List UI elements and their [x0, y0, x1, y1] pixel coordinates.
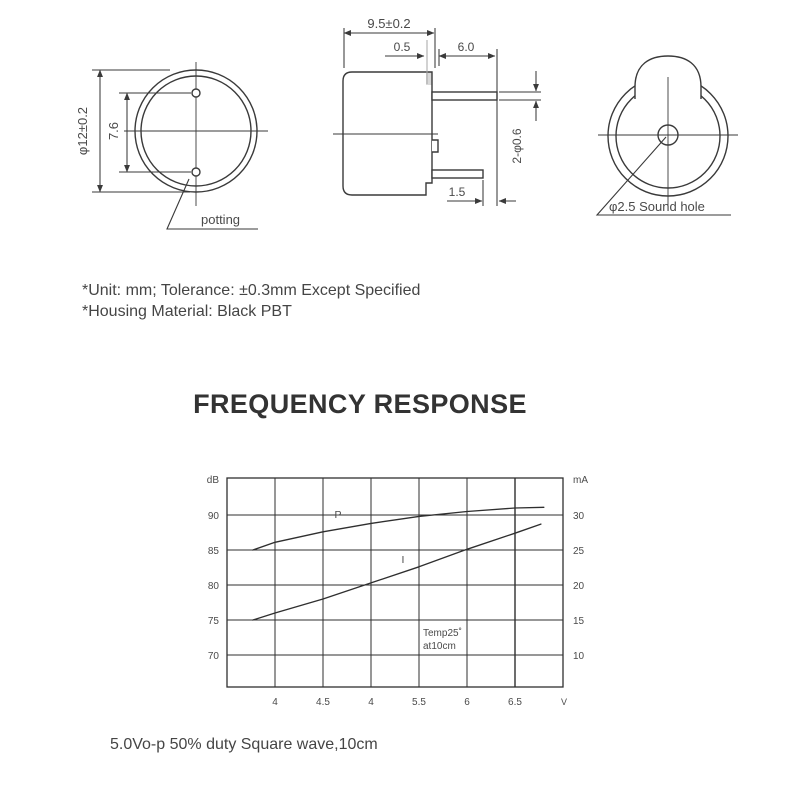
dim-label-lead-offset: 0.5: [393, 40, 411, 54]
dim-label-body-width: 9.5±0.2: [367, 16, 411, 31]
potting-label: potting: [201, 212, 241, 227]
side-pin-lower: [432, 170, 483, 178]
dim-label-pin-length: 6.0: [457, 40, 475, 54]
front-view-drawing: [75, 62, 268, 229]
section-title: FREQUENCY RESPONSE: [193, 389, 527, 419]
left-tick: 85: [207, 546, 219, 557]
right-tick: 20: [573, 581, 585, 592]
chart-annotation: [423, 627, 462, 652]
x-tick: 5.5: [412, 697, 426, 708]
right-tick: 30: [573, 511, 585, 522]
right-tick: 15: [573, 616, 585, 627]
left-axis-unit: dB: [206, 475, 219, 486]
left-tick: 70: [207, 651, 219, 662]
spec-notes: [82, 281, 420, 322]
dim-label-diameter: φ12±0.2: [75, 106, 90, 156]
side-pin-upper: [432, 92, 497, 100]
left-axis-ticks: [208, 511, 220, 662]
annotation-temp: Temp25˚: [423, 628, 462, 639]
series-label-i: I: [401, 554, 405, 566]
x-tick: 4: [368, 697, 374, 708]
curve-P: [253, 507, 544, 550]
note-housing-material: *Housing Material: Black PBT: [82, 302, 292, 320]
x-tick: 6.5: [508, 697, 522, 708]
x-axis-unit: V: [560, 697, 568, 707]
right-axis-unit: mA: [573, 475, 588, 486]
back-view-drawing: [597, 56, 738, 215]
chart-grid: [227, 478, 563, 687]
right-tick: 25: [573, 546, 585, 557]
side-view-drawing: [333, 16, 541, 206]
side-body-tab: [432, 140, 438, 152]
frequency-response-chart: [180, 460, 600, 720]
front-pin-top: [192, 89, 200, 97]
test-condition-caption: 5.0Vo-p 50% duty Square wave,10cm: [110, 736, 378, 753]
right-axis-ticks: [573, 511, 585, 662]
left-tick: 75: [207, 616, 219, 627]
x-tick: 4: [272, 697, 278, 708]
curve-I: [253, 524, 541, 620]
chart-border: [227, 478, 563, 687]
dim-label-pin-stagger: 1.5: [448, 185, 466, 199]
x-tick: 4.5: [316, 697, 330, 708]
x-tick: 6: [464, 697, 470, 708]
note-unit-tolerance: *Unit: mm; Tolerance: ±0.3mm Except Specified: [82, 282, 421, 299]
x-axis-ticks: [272, 697, 567, 708]
annotation-distance: at10cm: [423, 641, 456, 652]
chart-curves: [253, 507, 544, 620]
dim-label-pin-diameter: 2-φ0.6: [510, 128, 524, 164]
right-tick: 10: [573, 651, 585, 662]
dim-label-pin-spacing: 7.6: [106, 121, 121, 141]
sound-hole-label: φ2.5 Sound hole: [609, 199, 705, 214]
left-tick: 90: [207, 511, 219, 522]
front-pin-bottom: [192, 168, 200, 176]
technical-drawings: [0, 0, 800, 255]
side-body-outline: [343, 72, 432, 195]
series-label-p: P: [334, 509, 342, 521]
left-tick: 80: [207, 581, 219, 592]
